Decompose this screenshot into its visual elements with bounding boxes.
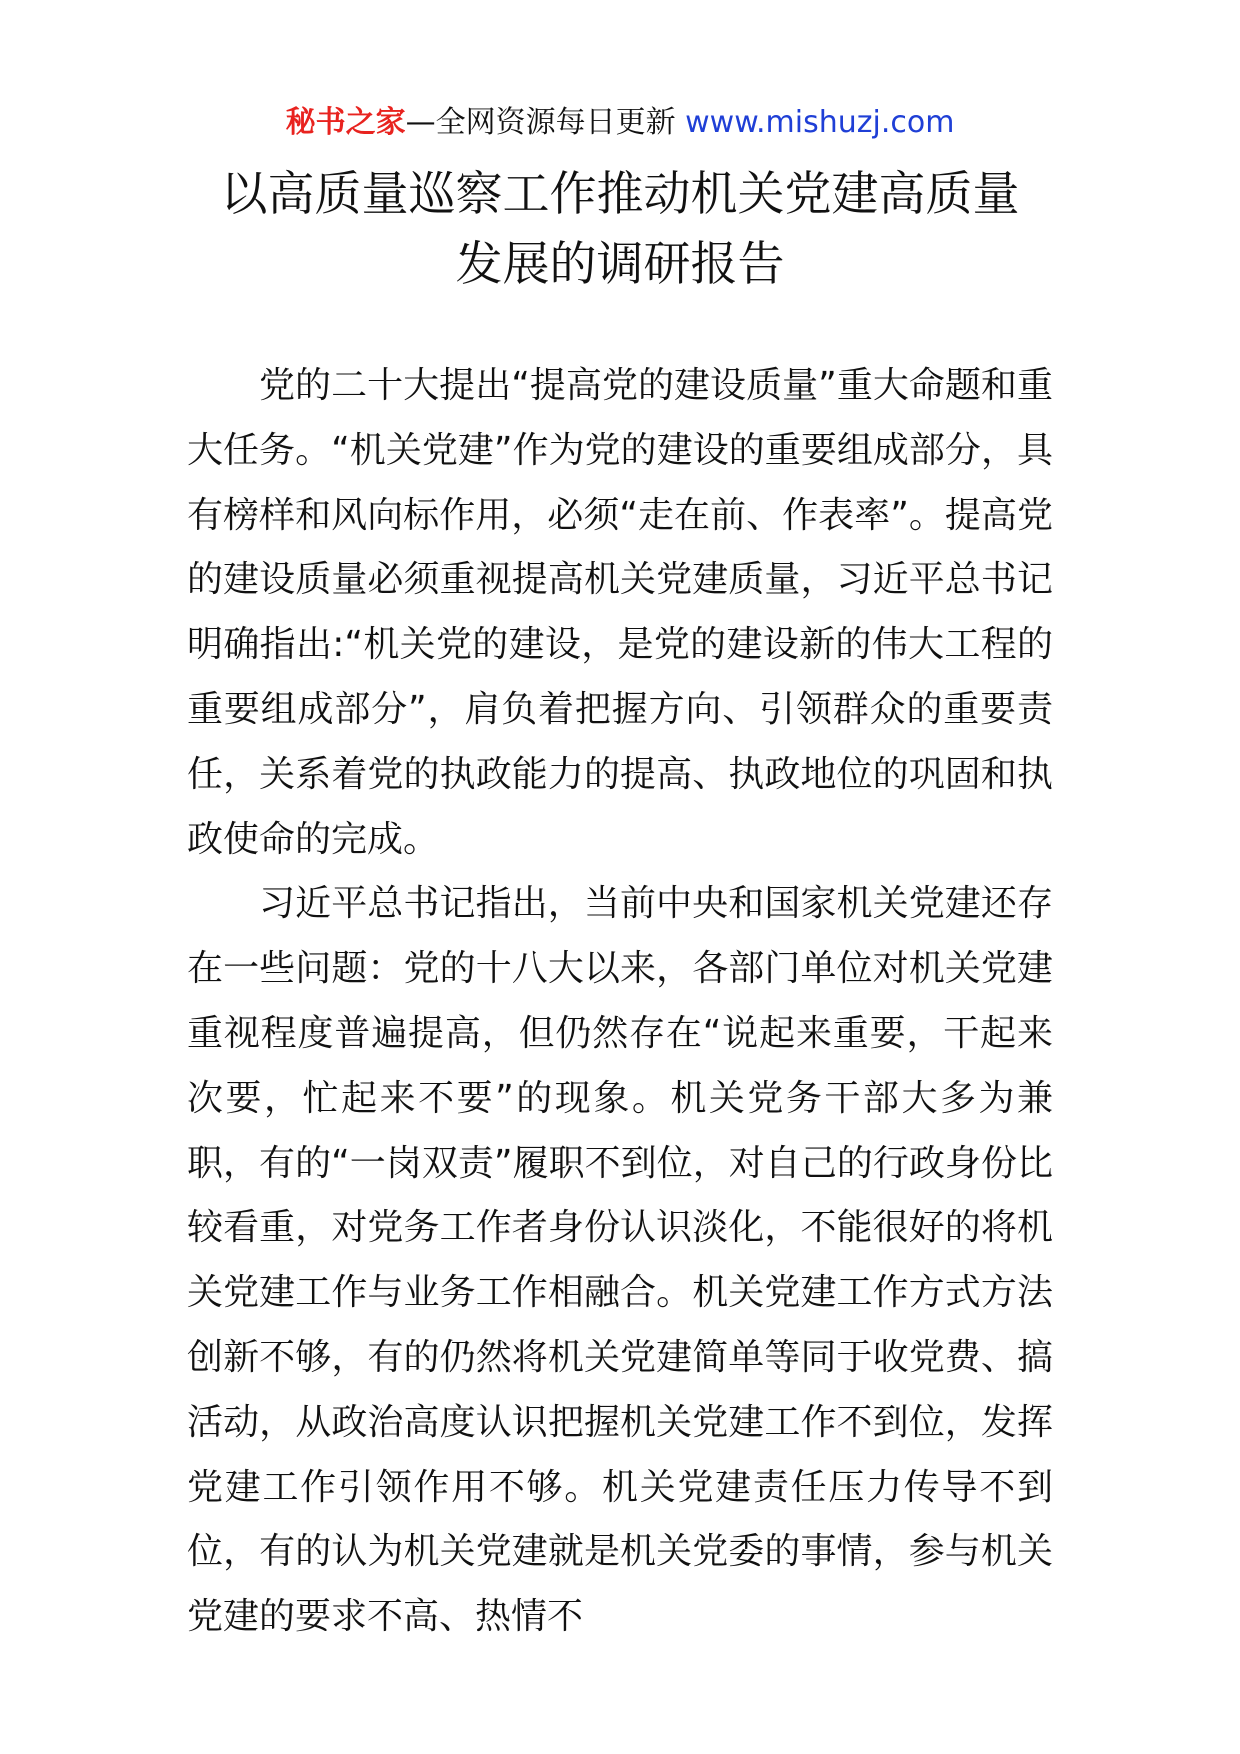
header-tagline: —全网资源每日更新 <box>405 105 676 140</box>
paragraph-2: 习近平总书记指出，当前中央和国家机关党建还存在一些问题：党的十八大以来，各部门单位对机关党建重视程度普遍提高，但仍然存在“说起来重要，干起来次要，忙起来不要”的现象。机关党务干部大多为兼职，有的“一岗双责”履职不到位，对自己的行政身份比较看重，对党务工作者身份认识淡化，不能很好的将机关党建工作与业务工作相融合。机关党建工作方式方法创新不够，有的仍然将机关党建简单等同于收党费、搞活动，从政治高度认识把握机关党建工作不到位，发挥党建工作引领作用不够。机关党建责任压力传导不到位，有的认为机关党建就是机关党委的事情，参与机关党建的要求不高、热情不 <box>187 883 1053 1638</box>
document-title <box>0 160 1240 300</box>
site-header <box>0 100 1240 146</box>
document-body <box>187 354 1053 1650</box>
site-url-link[interactable]: www.mishuzj.com <box>685 105 955 140</box>
title-line-2: 发展的调研报告 <box>455 237 785 292</box>
title-line-1: 以高质量巡察工作推动机关党建高质量 <box>220 167 1020 222</box>
brand-name: 秘书之家 <box>285 105 406 140</box>
paragraph-1: 党的二十大提出“提高党的建设质量”重大命题和重大任务。“机关党建”作为党的建设的重要组成部分，具有榜样和风向标作用，必须“走在前、作表率”。提高党的建设质量必须重视提高机关党建质量，习近平总书记明确指出:“机关党的建设，是党的建设新的伟大工程的重要组成部分”，肩负着把握方向、引领群众的重要责任，关系着党的执政能力的提高、执政地位的巩固和执政使命的完成。 <box>187 365 1053 860</box>
